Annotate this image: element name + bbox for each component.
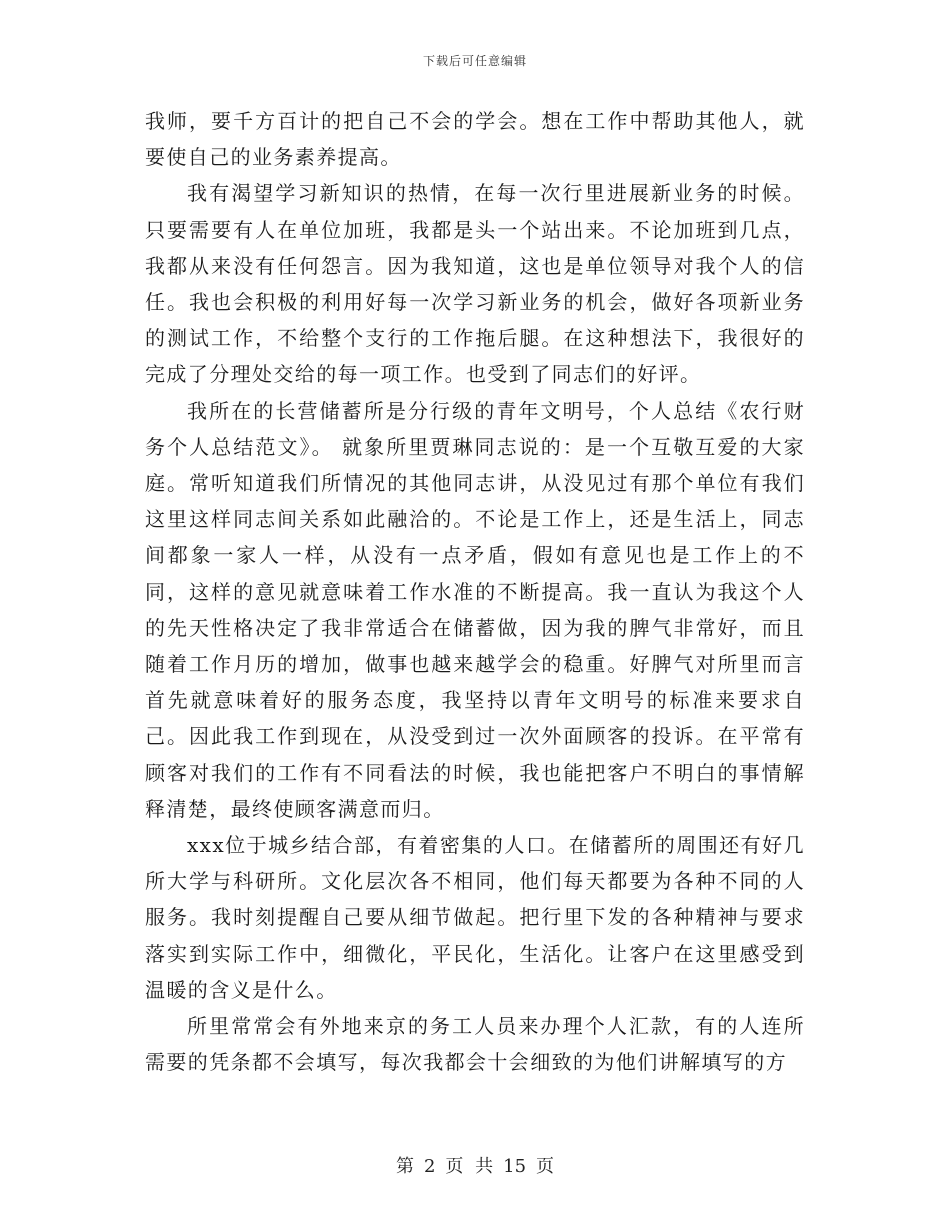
- page-total: 15: [503, 1156, 527, 1177]
- page-footer: [0, 1152, 950, 1178]
- paragraph: 所里常常会有外地来京的务工人员来办理个人汇款，有的人连所需要的凭条都不会填写，每次我都会十会细致的为他们讲解填写的方: [145, 1014, 805, 1075]
- page-number: 2: [423, 1156, 436, 1177]
- paragraph: 我所在的长营储蓄所是分行级的青年文明号，个人总结《农行财务个人总结范文》。 就象所里贾琳同志说的：是一个互敬互爱的大家庭。常听知道我们所情况的其他同志讲，从没见过有那个单位有我们这里这样同志间关系如此融洽的。不论是工作上，还是生活上，同志间都象一家人一样，从没有一点矛盾，假如有意见也是工作上的不同，这样的意见就意味着工作水准的不断提高。我一直认为我这个人的先天性格决定了我非常适合在储蓄做，因为我的脾气非常好，而且随着工作月历的增加，做事也越来越学会的稳重。好脾气对所里而言首先就意味着好的服务态度，我坚持以青年文明号的标准来要求自己。因此我工作到现在，从没受到过一次外面顾客的投诉。在平常有顾客对我们的工作有不同看法的时候，我也能把客户不明白的事情解释清楚，最终使顾客满意而归。: [145, 398, 805, 821]
- footer-prefix: 第: [395, 1156, 414, 1177]
- paragraph: 我有渴望学习新知识的热情，在每一次行里进展新业务的时候。只要需要有人在单位加班，我都是头一个站出来。不论加班到几点，我都从来没有任何怨言。因为我知道，这也是单位领导对我个人的信任。我也会积极的利用好每一次学习新业务的机会，做好各项新业务的测试工作，不给整个支行的工作拖后腿。在这种想法下，我很好的完成了分理处交给的每一项工作。也受到了同志们的好评。: [145, 181, 805, 387]
- paragraph: xxx位于城乡结合部，有着密集的人口。在储蓄所的周围还有好几所大学与科研所。文化层次各不相同，他们每天都要为各种不同的人服务。我时刻提醒自己要从细节做起。把行里下发的各种精神与要求落实到实际工作中，细微化，平民化，生活化。让客户在这里感受到温暖的含义是什么。: [145, 833, 805, 1002]
- footer-middle: 页 共: [445, 1156, 494, 1177]
- document-body: [145, 103, 805, 1080]
- page-header: 下载后可任意编辑: [422, 54, 527, 68]
- paragraph: 我师，要千方百计的把自己不会的学会。想在工作中帮助其他人，就要使自己的业务素养提高。: [145, 109, 805, 170]
- footer-suffix: 页: [536, 1156, 555, 1177]
